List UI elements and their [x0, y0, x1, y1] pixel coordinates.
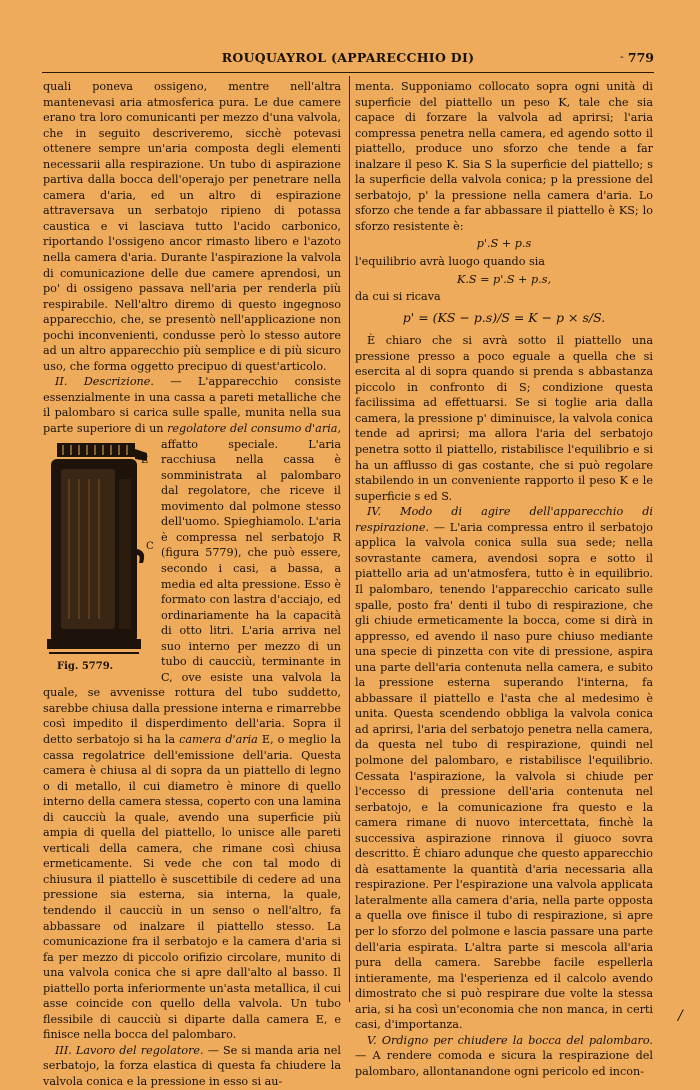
formula-equilibrium: K.S = p'.S + p.s,: [456, 272, 552, 286]
section-heading-modo: IV. Modo di agire dell'apparecchio di respirazione.: [355, 505, 653, 534]
text-run: affatto speciale. L'aria racchiusa nella cassa è somministrata al palombaro dal regolatore, che riceve il movimento dal polmone stesso dell'uomo. Spieghiamolo. L'aria è compressa nel serbatojo R (figura 5779), che può essere, secondo i casi, a bassa, a media ed alta pressione. Esso è formato con lastra d'acciajo, ed ordinariamente ha la capacità di otto litri. L'aria arriva nel suo interno per mezzo di un tubo di caucciù, terminante in C, ove esiste una valvola la quale, se avvenisse rottura del tubo suddetto, sarebbe chiusa dalla pressione interna e rimarrebbe così impedito il disperdimento dell'aria. Sopra il detto serbatojo si ha la: [43, 437, 341, 746]
text-run: — L'aria compressa entro il serbatojo applica la valvola conica sulla sua sede; nella sovrastante camera, avendosi sopra e sotto il piattello aria ad un'atmosfera, tutto è in equilibrio. Il palombaro, tenendo l'apparecchio caricato sulle spalle, posto fra' denti il tubo di respirazione, che gli chiude ermeticamente la bocca, come si dirà in appresso, ed avendo il naso pure chiuso mediante una specie di pinzetta con vite di pressione, aspira una parte dell'aria contenuta nella camera, e subito la pressione esterna superando l'interna, fa abbassare il piattello e l'asta che al medesimo è unita. Questa scendendo obbliga la valvola conica ad aprirsi, l'aria del serbatojo penetra nella camera, da questa nel tubo di respirazione, quindi nel polmone del palombaro, e ristabilisce l'equilibrio. Cessata l'aspirazione, la valvola si chiude per l'eccesso di pressione dell'aria contenuta nel serbatojo, e la comunicazione fra questo e la camera rimane di nuovo intercettata, finchè la successiva aspirazione rinnova il giuoco sovra descritto. È chiaro adunque che questo apparecchio dà esattamente la quantità d'aria necessaria alla respirazione. Per l'espirazione una valvola applicata lateralmente alla camera d'aria, nella parte opposta a quella ove finisce il tubo di respirazione, si apre per lo sforzo del polmone e lascia passare una parte dell'aria espirata. L'altra parte si mescola all'aria pura della camera. Sarebbe facile espellerla intieramente, ma l'esperienza ed il calcolo avendo dimostrato che si può respirare due volte la stessa aria, si ha così un'economia che non manca, in certi casi, d'importanza.: [355, 520, 653, 1032]
page-title: ROUQUAYROL (APPARECCHIO DI): [221, 50, 475, 65]
italic-run: regolatore del consumo d'aria,: [167, 422, 342, 436]
formula-pressure: p' = (KS − p.s)/S = K − p × s/S.: [402, 309, 606, 325]
margin-mark: /: [678, 1008, 683, 1024]
paragraph-derive: da cui si ricava: [355, 290, 441, 304]
section-heading-lavoro: III. Lavoro del regolatore.: [55, 1043, 204, 1057]
diving-apparatus-illustration: [43, 439, 155, 659]
paragraph-equilibrium: menta. Supponiamo collocato sopra ogni unità di superficie del piattello un peso K, tale che sia capace di forzare la valvola ad aprirsi; l'aria compressa penetra nella camera, ed agendo sotto il piattello, produce uno sforzo che tende a far inalzare il peso K. Sia S la superficie del piattello; s la superficie della valvola conica; p la pressione del serbatojo, p' la pressione nella camera d'aria. Lo sforzo che tende a far abbassare il piattello è KS; lo sforzo resistente è:: [355, 80, 653, 233]
section-heading-ordigno: V. Ordigno per chiudere la bocca del palombaro.: [367, 1033, 653, 1047]
column-divider: [349, 76, 350, 1002]
text-run: — A rendere comoda e sicura la respirazione del palombaro, allontanandone ogni pericolo ed incon-: [355, 1049, 653, 1078]
paragraph-modo: [355, 504, 653, 1033]
figure-5779: [43, 439, 155, 675]
paragraph-descrizione: [43, 374, 341, 1043]
text-run: E, o meglio la cassa regolatrice dell'emissione dell'aria. Questa camera è chiusa al di sopra da un piattello di legno o di metallo, il cui diametro è minore di quello interno della camera stessa, coperto con una lamina di caucciù la quale, avendo una superficie più ampia di quella del piattello, lo unisce alle pareti verticali della camera, che rimane così chiusa ermeticamente. Si vede che con tal modo di chiusura il piattello è suscettibile di cedere ad una pressione sia esterna, sia interna, la quale, tendendo il caucciù in un senso o nell'altro, fa abbassare od inalzare il piattello stesso. La comunicazione fra il serbatojo e la camera d'aria si fa per mezzo di piccolo orifizio circolare, munito di una valvola conica che si apre dall'alto al basso. Il piattello porta inferiormente un'asta metallica, il cui asse coincide con quello della valvola. Un tubo flessibile di caucciù si diparte dalla camera E, e finisce nella bocca del palombaro.: [43, 732, 341, 1042]
figure-label-e: E: [141, 454, 149, 466]
paragraph-lavoro: [43, 1043, 341, 1090]
italic-run: camera d'aria: [179, 732, 258, 746]
page-number: 779: [627, 50, 654, 65]
text-run: — Se si manda aria nel serbatojo, la forza elastica di questa fa chiudere la valvola conica e la pressione in esso si au-: [43, 1043, 341, 1088]
paragraph-ordigno: [355, 1033, 653, 1080]
paragraph-condition: l'equilibrio avrà luogo quando sia: [355, 255, 545, 269]
formula-resistance: p'.S + p.s: [476, 237, 532, 251]
paragraph-intro: quali poneva ossigeno, mentre nell'altra mantenevasi aria atmosferica pura. Le due camere erano tra loro comunicanti per mezzo d'una valvola, che in seguito descriveremo, sicchè potevasi ottenere sempre un'aria composta degli elementi necessarii alla respirazione. Un tubo di aspirazione partiva dalla bocca dell'operajo per penetrare nella camera d'aria, ed un altro di espirazione attraversava un serbatojo ripieno di potassa caustica e vi lasciava tutto l'acido carbonico, riportando l'ossigeno ancor rimasto libero e l'azoto nella camera d'aria. Durante l'aspirazione la valvola di comunicazione delle due camere aprendosi, un po' di ossigeno passava nell'aria per renderla più respirabile. Nell'altro diremo di questo ingegnoso apparecchio, che, se presentò nell'applicazione non pochi inconvenienti, condusse però lo stesso autore ad un altro apparecchio più semplice e di più sicuro uso, che forma oggetto precipuo di quest'articolo.: [43, 80, 341, 373]
header-dash: -: [620, 50, 624, 63]
header-rule: [42, 72, 654, 73]
paragraph-pressure: È chiaro che si avrà sotto il piattello una pressione presso a poco eguale a quella che si esercita al di sopra quando si prenda s abbastanza piccolo in confronto di S; condizione questa facilissima ad effettuarsi. Se si toglie aria dalla camera, la pressione p' diminuisce, la valvola conica tende ad aprirsi; ma allora l'aria del serbatojo penetra sotto il piattello, ristabilisce l'equilibrio e si ha un afflusso di gas costante, che si può regolare stabilendo in un conveniente rapporto il peso K e le superficie s ed S.: [355, 334, 653, 503]
figure-label-c: C: [146, 540, 154, 552]
text-run: — L'apparecchio consiste essenzialmente in una cassa a pareti metalliche che il palombaro si carica sulle spalle, munita nella sua parte superiore di un: [43, 375, 341, 436]
running-header: [42, 50, 654, 70]
section-heading-descrizione: II. Descrizione.: [55, 375, 154, 389]
figure-caption: Fig. 5779.: [57, 661, 114, 673]
right-column: [355, 79, 653, 1079]
left-column: [43, 79, 341, 1090]
